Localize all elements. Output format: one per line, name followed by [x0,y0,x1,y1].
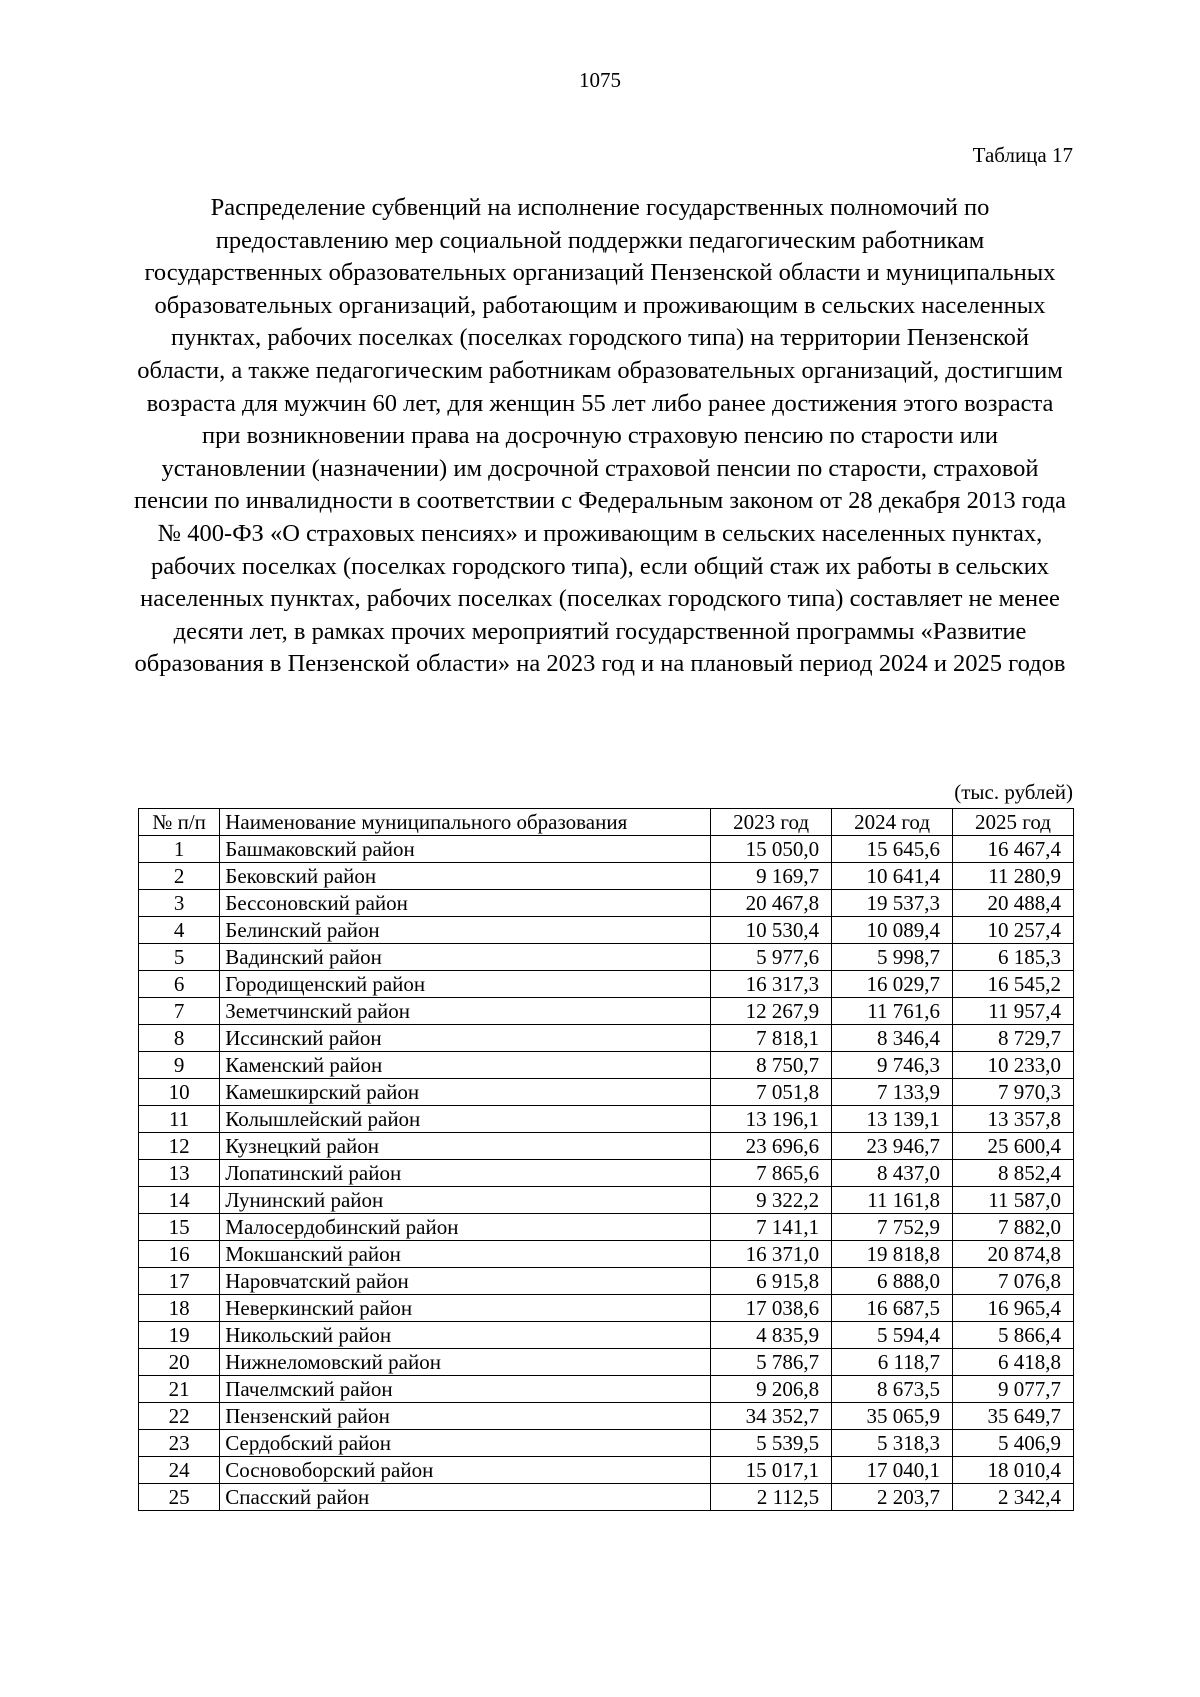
table-row [139,1349,1074,1376]
value-2025: 7 882,0 [953,1214,1074,1241]
row-number: 9 [139,1052,220,1079]
value-2025: 10 257,4 [953,917,1074,944]
value-2024: 13 139,1 [832,1106,953,1133]
table-row [139,944,1074,971]
municipality-name: Кузнецкий район [220,1133,711,1160]
value-2023: 7 051,8 [711,1079,832,1106]
table-row [139,1025,1074,1052]
value-2023: 34 352,7 [711,1403,832,1430]
row-number: 17 [139,1268,220,1295]
value-2024: 19 818,8 [832,1241,953,1268]
value-2025: 5 866,4 [953,1322,1074,1349]
value-2025: 20 488,4 [953,890,1074,917]
value-2024: 5 318,3 [832,1430,953,1457]
row-number: 14 [139,1187,220,1214]
table-row [139,1457,1074,1484]
row-number: 19 [139,1322,220,1349]
value-2025: 35 649,7 [953,1403,1074,1430]
table-row [139,1484,1074,1511]
value-2024: 6 888,0 [832,1268,953,1295]
row-number: 2 [139,863,220,890]
row-number: 21 [139,1376,220,1403]
value-2025: 11 280,9 [953,863,1074,890]
municipality-name: Вадинский район [220,944,711,971]
value-2024: 19 537,3 [832,890,953,917]
table-row [139,1133,1074,1160]
header-municipality: Наименование муниципального образования [220,809,711,836]
row-number: 22 [139,1403,220,1430]
value-2023: 20 467,8 [711,890,832,917]
row-number: 10 [139,1079,220,1106]
municipality-name: Пензенский район [220,1403,711,1430]
value-2025: 9 077,7 [953,1376,1074,1403]
row-number: 18 [139,1295,220,1322]
value-2024: 8 673,5 [832,1376,953,1403]
table-row [139,1430,1074,1457]
value-2025: 16 545,2 [953,971,1074,998]
value-2023: 5 977,6 [711,944,832,971]
municipality-name: Бессоновский район [220,890,711,917]
value-2024: 35 065,9 [832,1403,953,1430]
row-number: 8 [139,1025,220,1052]
municipality-name: Башмаковский район [220,836,711,863]
table-row [139,836,1074,863]
table-header-row [139,809,1074,836]
value-2024: 7 752,9 [832,1214,953,1241]
municipality-name: Спасский район [220,1484,711,1511]
municipality-name: Иссинский район [220,1025,711,1052]
row-number: 3 [139,890,220,917]
value-2025: 11 957,4 [953,998,1074,1025]
value-2023: 2 112,5 [711,1484,832,1511]
table-body [139,836,1074,1511]
municipality-name: Белинский район [220,917,711,944]
header-number: № п/п [139,809,220,836]
value-2023: 6 915,8 [711,1268,832,1295]
municipality-name: Каменский район [220,1052,711,1079]
value-2025: 7 970,3 [953,1079,1074,1106]
value-2024: 5 998,7 [832,944,953,971]
municipality-name: Бековский район [220,863,711,890]
table-row [139,863,1074,890]
value-2025: 6 185,3 [953,944,1074,971]
value-2024: 8 346,4 [832,1025,953,1052]
value-2023: 9 206,8 [711,1376,832,1403]
table-row [139,1295,1074,1322]
value-2023: 13 196,1 [711,1106,832,1133]
units-label: (тыс. рублей) [954,780,1073,804]
table-row [139,917,1074,944]
municipality-name: Лунинский район [220,1187,711,1214]
value-2023: 9 322,2 [711,1187,832,1214]
value-2023: 5 786,7 [711,1349,832,1376]
table-row [139,890,1074,917]
value-2025: 16 467,4 [953,836,1074,863]
value-2023: 8 750,7 [711,1052,832,1079]
value-2025: 20 874,8 [953,1241,1074,1268]
table-row [139,1160,1074,1187]
table-row [139,1322,1074,1349]
municipality-name: Колышлейский район [220,1106,711,1133]
value-2024: 2 203,7 [832,1484,953,1511]
row-number: 24 [139,1457,220,1484]
value-2025: 11 587,0 [953,1187,1074,1214]
municipality-name: Сосновоборский район [220,1457,711,1484]
municipality-name: Городищенский район [220,971,711,998]
table-row [139,1052,1074,1079]
value-2023: 15 050,0 [711,836,832,863]
header-2025: 2025 год [953,809,1074,836]
table-row [139,971,1074,998]
row-number: 25 [139,1484,220,1511]
value-2023: 16 317,3 [711,971,832,998]
table-row [139,1268,1074,1295]
value-2024: 7 133,9 [832,1079,953,1106]
row-number: 12 [139,1133,220,1160]
municipality-name: Лопатинский район [220,1160,711,1187]
row-number: 20 [139,1349,220,1376]
row-number: 7 [139,998,220,1025]
value-2024: 16 687,5 [832,1295,953,1322]
value-2025: 8 729,7 [953,1025,1074,1052]
row-number: 15 [139,1214,220,1241]
value-2023: 15 017,1 [711,1457,832,1484]
row-number: 11 [139,1106,220,1133]
value-2025: 25 600,4 [953,1133,1074,1160]
value-2023: 9 169,7 [711,863,832,890]
table-row [139,1214,1074,1241]
value-2024: 10 089,4 [832,917,953,944]
table-row [139,1403,1074,1430]
value-2024: 16 029,7 [832,971,953,998]
value-2024: 8 437,0 [832,1160,953,1187]
page-number: 1075 [579,68,621,92]
value-2025: 7 076,8 [953,1268,1074,1295]
municipality-name: Наровчатский район [220,1268,711,1295]
row-number: 1 [139,836,220,863]
row-number: 4 [139,917,220,944]
municipality-name: Неверкинский район [220,1295,711,1322]
value-2025: 13 357,8 [953,1106,1074,1133]
row-number: 16 [139,1241,220,1268]
value-2024: 9 746,3 [832,1052,953,1079]
value-2023: 10 530,4 [711,917,832,944]
value-2023: 7 141,1 [711,1214,832,1241]
municipality-name: Пачелмский район [220,1376,711,1403]
value-2023: 4 835,9 [711,1322,832,1349]
table-row [139,1187,1074,1214]
municipality-name: Нижнеломовский район [220,1349,711,1376]
value-2023: 23 696,6 [711,1133,832,1160]
value-2023: 17 038,6 [711,1295,832,1322]
municipality-name: Камешкирский район [220,1079,711,1106]
value-2025: 8 852,4 [953,1160,1074,1187]
value-2023: 16 371,0 [711,1241,832,1268]
value-2023: 7 818,1 [711,1025,832,1052]
value-2024: 10 641,4 [832,863,953,890]
municipality-name: Малосердобинский район [220,1214,711,1241]
municipality-name: Сердобский район [220,1430,711,1457]
row-number: 13 [139,1160,220,1187]
table-row [139,998,1074,1025]
value-2024: 23 946,7 [832,1133,953,1160]
row-number: 6 [139,971,220,998]
table-row [139,1079,1074,1106]
table-row [139,1106,1074,1133]
row-number: 5 [139,944,220,971]
value-2024: 11 161,8 [832,1187,953,1214]
value-2024: 17 040,1 [832,1457,953,1484]
header-2023: 2023 год [711,809,832,836]
value-2023: 5 539,5 [711,1430,832,1457]
value-2025: 6 418,8 [953,1349,1074,1376]
value-2025: 16 965,4 [953,1295,1074,1322]
value-2025: 5 406,9 [953,1430,1074,1457]
table-label: Таблица 17 [972,143,1073,167]
value-2024: 6 118,7 [832,1349,953,1376]
header-2024: 2024 год [832,809,953,836]
table-row [139,1376,1074,1403]
row-number: 23 [139,1430,220,1457]
municipality-name: Никольский район [220,1322,711,1349]
municipality-name: Земетчинский район [220,998,711,1025]
value-2023: 7 865,6 [711,1160,832,1187]
value-2024: 5 594,4 [832,1322,953,1349]
value-2024: 11 761,6 [832,998,953,1025]
document-title: Распределение субвенций на исполнение государственных полномочий по предоставлению мер социальной поддержки педагогическим работникам государственных образовательных организаций Пензенской области и муниципальных образовательных организаций, работающим и проживающим в сельских населенных пунктах, рабочих поселках (поселках городского типа) на территории Пензенской области, а также педагогическим работникам образовательных организаций, достигшим возраста для мужчин 60 лет, для женщин 55 лет либо ранее достижения этого возраста при возникновении права на досрочную страховую пенсию по старости или установлении (назначении) им досрочной страховой пенсии по старости, страховой пенсии по инвалидности в соответствии с Федеральным законом от 28 декабря 2013 года № 400-ФЗ «О страховых пенсиях» и проживающим в сельских населенных пунктах, рабочих поселках (поселках городского типа), если общий стаж их работы в сельских населенных пунктах, рабочих поселках (поселках городского типа) составляет не менее десяти лет, в рамках прочих мероприятий государственной программы «Развитие образования в Пензенской области» на 2023 год и на плановый период 2024 и 2025 годов [133,194,1067,678]
value-2025: 18 010,4 [953,1457,1074,1484]
table-row [139,1241,1074,1268]
value-2024: 15 645,6 [832,836,953,863]
municipality-name: Мокшанский район [220,1241,711,1268]
subventions-table [138,808,1074,1511]
value-2025: 2 342,4 [953,1484,1074,1511]
value-2025: 10 233,0 [953,1052,1074,1079]
value-2023: 12 267,9 [711,998,832,1025]
